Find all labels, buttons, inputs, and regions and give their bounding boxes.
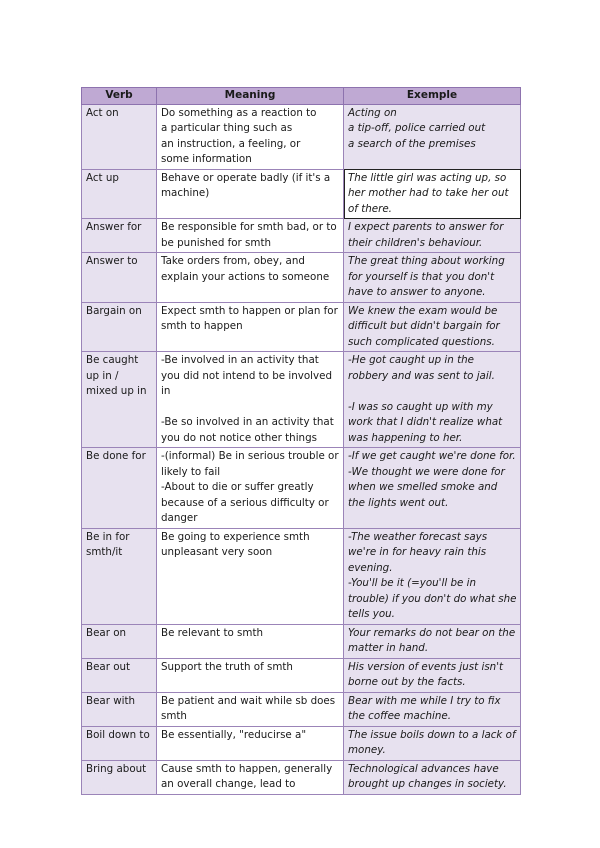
- table-row: [82, 253, 521, 303]
- verb-cell: Be in for smth/it: [82, 528, 157, 624]
- verb-cell: Act on: [82, 104, 157, 169]
- verb-cell: Bear out: [82, 658, 157, 692]
- verb-cell: Bear with: [82, 692, 157, 726]
- table-row: [82, 104, 521, 169]
- verb-cell: Answer to: [82, 253, 157, 303]
- example-cell: Technological advances have brought up changes in society.: [344, 760, 521, 794]
- example-cell: -The weather forecast says we're in for heavy rain this evening. -You'll be it (=you'll be in trouble) if you don't do what she tells you.: [344, 528, 521, 624]
- verb-cell: Be caught up in / mixed up in: [82, 352, 157, 448]
- table-row: [82, 219, 521, 253]
- example-cell: -If we get caught we're done for. -We thought we were done for when we smelled smoke and the lights went out.: [344, 448, 521, 529]
- example-cell: Acting on a tip-off, police carried out a search of the premises: [344, 104, 521, 169]
- meaning-column-header: Meaning: [157, 88, 344, 105]
- meaning-cell: Expect smth to happen or plan for smth to happen: [157, 302, 344, 352]
- table-header-row: [82, 88, 521, 105]
- verb-cell: Boil down to: [82, 726, 157, 760]
- meaning-cell: -(informal) Be in serious trouble or likely to fail -About to die or suffer greatly because of a serious difficulty or danger: [157, 448, 344, 529]
- example-cell: -He got caught up in the robbery and was sent to jail. -I was so caught up with my work that I didn't realize what was happening to her.: [344, 352, 521, 448]
- table-row: [82, 528, 521, 624]
- meaning-cell: Be responsible for smth bad, or to be punished for smth: [157, 219, 344, 253]
- example-cell: The little girl was acting up, so her mother had to take her out of there.: [344, 169, 521, 219]
- verb-cell: Bargain on: [82, 302, 157, 352]
- table-row: [82, 726, 521, 760]
- example-cell: His version of events just isn't borne out by the facts.: [344, 658, 521, 692]
- table-row: [82, 169, 521, 219]
- example-cell: We knew the exam would be difficult but didn't bargain for such complicated questions.: [344, 302, 521, 352]
- meaning-cell: Be going to experience smth unpleasant very soon: [157, 528, 344, 624]
- meaning-cell: -Be involved in an activity that you did not intend to be involved in -Be so involved in an activity that you do not notice other things: [157, 352, 344, 448]
- table-row: [82, 624, 521, 658]
- verb-cell: Bring about: [82, 760, 157, 794]
- example-cell: Your remarks do not bear on the matter in hand.: [344, 624, 521, 658]
- example-column-header: Exemple: [344, 88, 521, 105]
- meaning-cell: Behave or operate badly (if it's a machine): [157, 169, 344, 219]
- verb-column-header: Verb: [82, 88, 157, 105]
- table-row: [82, 448, 521, 529]
- verb-cell: Bear on: [82, 624, 157, 658]
- table-row: [82, 658, 521, 692]
- table-row: [82, 302, 521, 352]
- meaning-cell: Take orders from, obey, and explain your actions to someone: [157, 253, 344, 303]
- meaning-cell: Be patient and wait while sb does smth: [157, 692, 344, 726]
- phrasal-verbs-table: [81, 87, 521, 795]
- example-cell: The great thing about working for yourself is that you don't have to answer to anyone.: [344, 253, 521, 303]
- table-row: [82, 760, 521, 794]
- meaning-cell: Cause smth to happen, generally an overall change, lead to: [157, 760, 344, 794]
- verb-cell: Answer for: [82, 219, 157, 253]
- meaning-cell: Be relevant to smth: [157, 624, 344, 658]
- meaning-cell: Be essentially, "reducirse a": [157, 726, 344, 760]
- example-cell: I expect parents to answer for their children's behaviour.: [344, 219, 521, 253]
- table-row: [82, 692, 521, 726]
- verb-cell: Be done for: [82, 448, 157, 529]
- meaning-cell: Do something as a reaction to a particular thing such as an instruction, a feeling, or some information: [157, 104, 344, 169]
- example-cell: Bear with me while I try to fix the coffee machine.: [344, 692, 521, 726]
- verb-cell: Act up: [82, 169, 157, 219]
- meaning-cell: Support the truth of smth: [157, 658, 344, 692]
- example-cell: The issue boils down to a lack of money.: [344, 726, 521, 760]
- table-row: [82, 352, 521, 448]
